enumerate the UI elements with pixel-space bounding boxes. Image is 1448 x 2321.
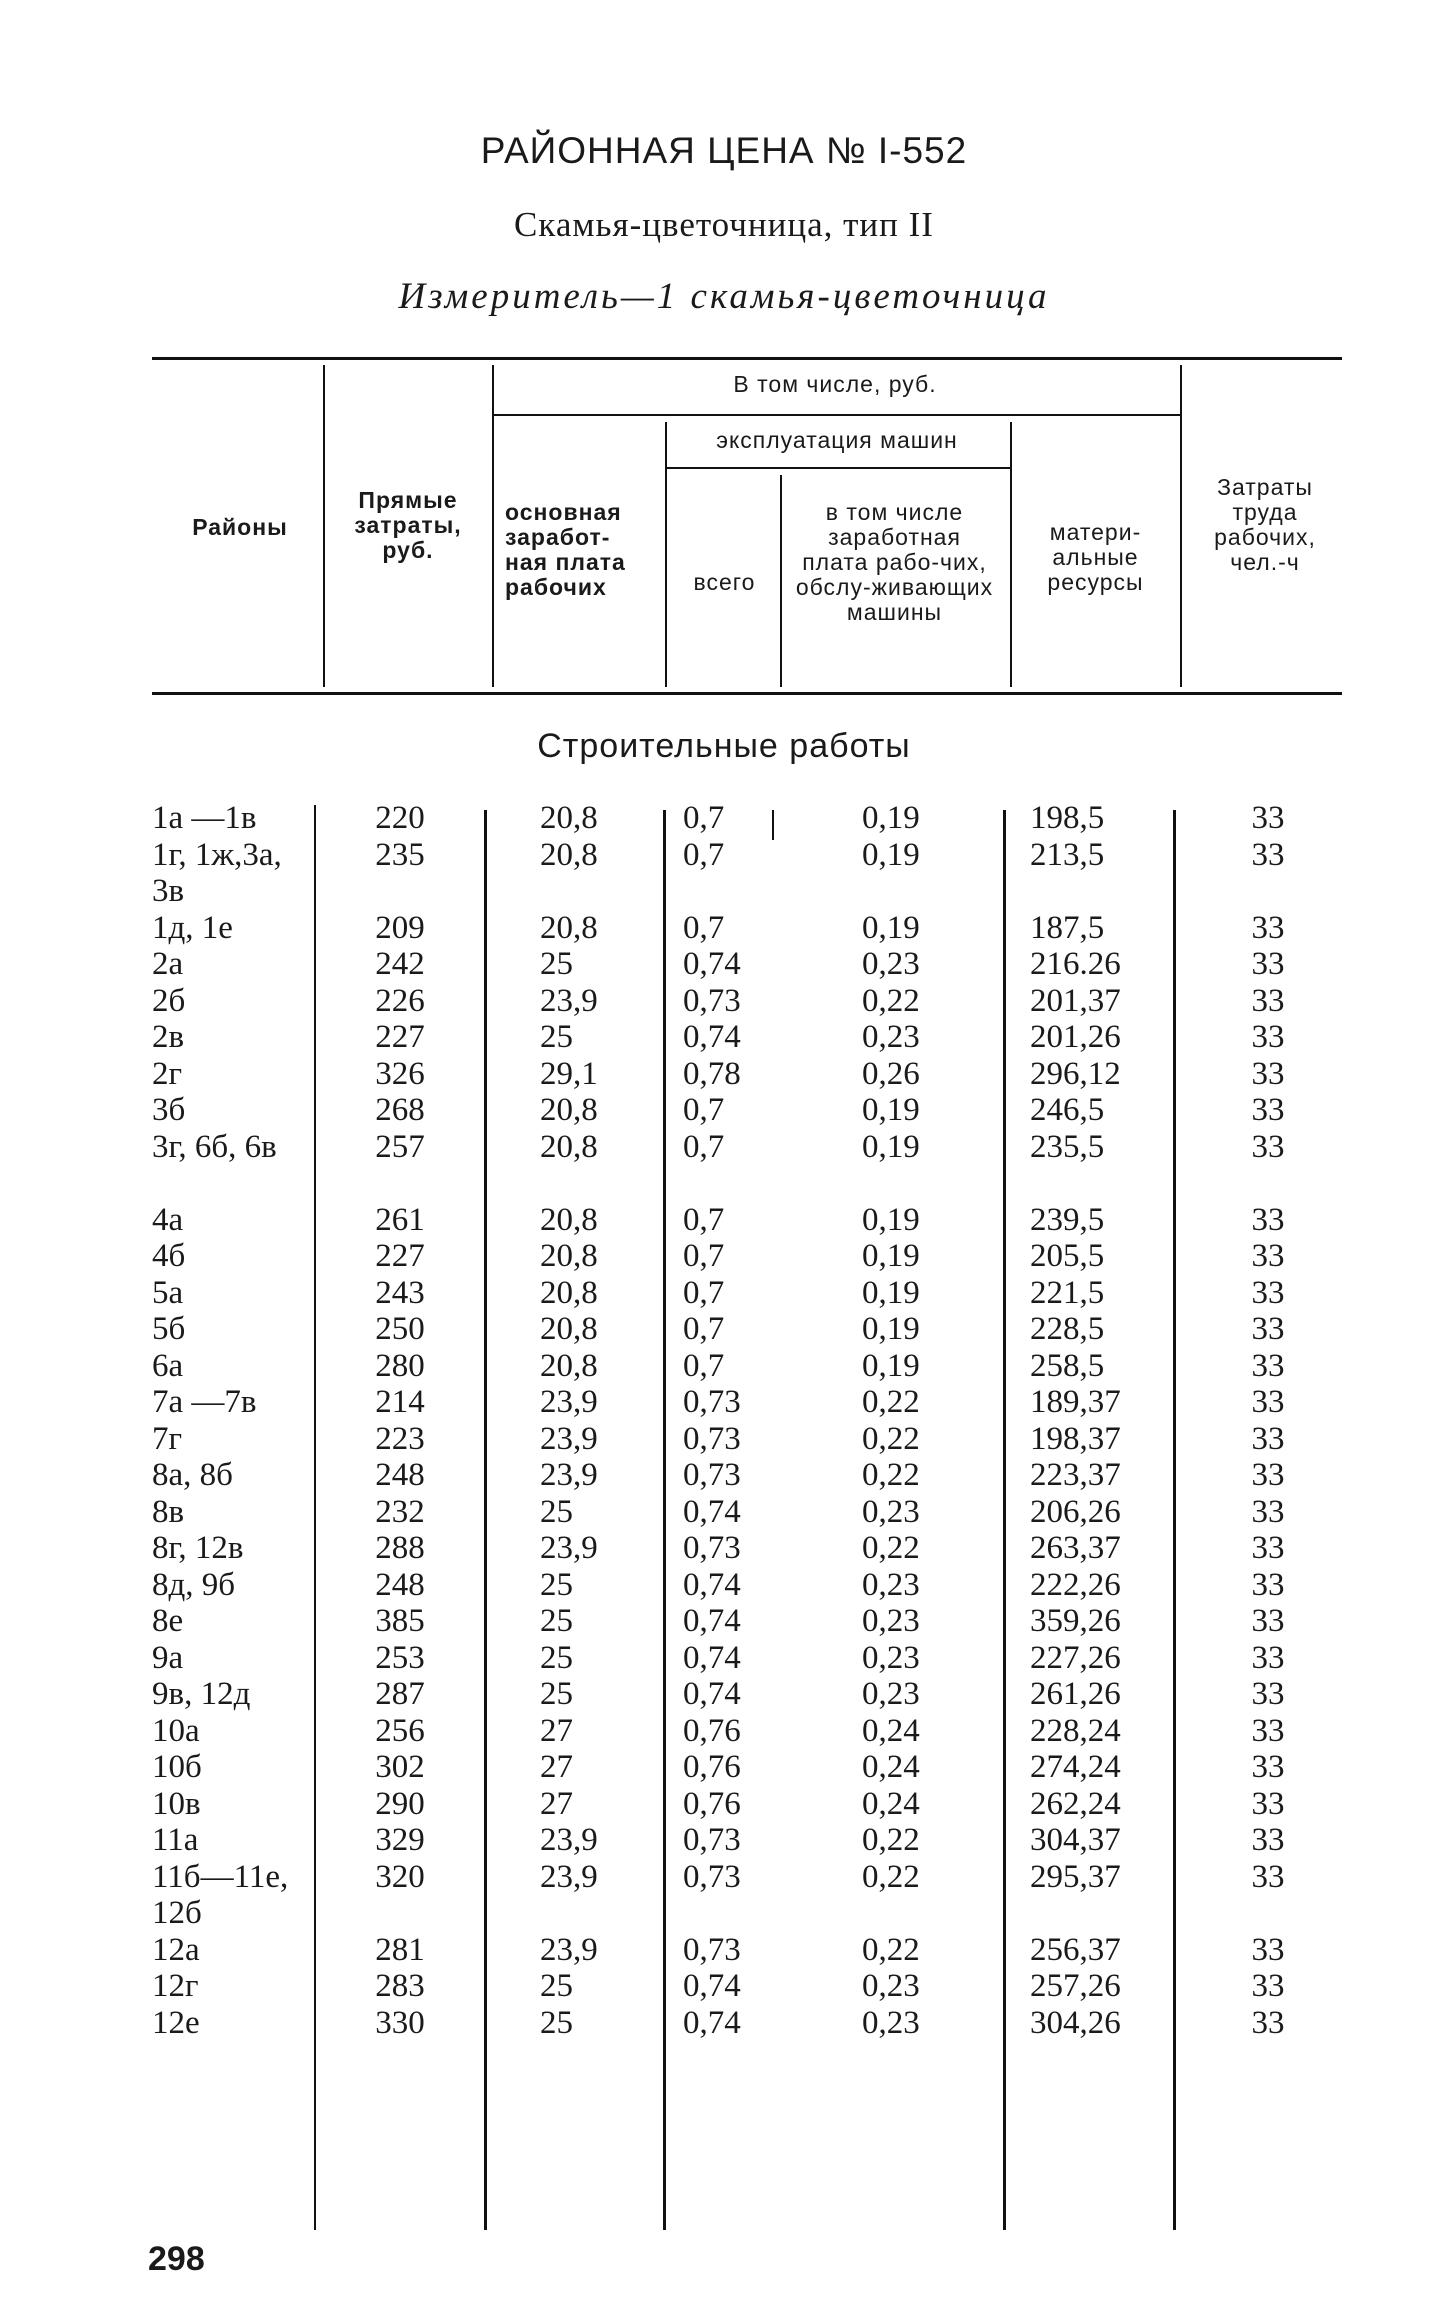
materials-cell: 205,5: [1030, 1238, 1105, 1274]
direct-cost-cell: 209: [375, 909, 425, 946]
machine-total-cell: 0,78: [683, 1055, 741, 1092]
materials-cell: 263,37: [1030, 1530, 1121, 1566]
materials-cell: 304,37: [1030, 1822, 1121, 1858]
region-cell: 10б: [152, 1749, 202, 1785]
labor-cell: 33: [1251, 1968, 1285, 2004]
materials-cell: 239,5: [1030, 1201, 1105, 1238]
direct-cost-cell: 385: [375, 1603, 425, 1639]
header-including: В том числе, руб.: [733, 371, 937, 397]
materials-cell: 258,5: [1030, 1347, 1105, 1384]
region-cell: 10в: [152, 1785, 201, 1822]
base-wage-cell: 25: [540, 1019, 573, 1055]
direct-cost-cell: 281: [375, 1931, 425, 1968]
machine-total-cell: 0,7: [683, 1311, 725, 1347]
labor-cell: 33: [1251, 800, 1285, 836]
base-wage-cell: 25: [540, 1493, 573, 1530]
machine-wage-cell: 0,22: [862, 1822, 920, 1858]
table-body: [0, 800, 1448, 2041]
region-cell: 11б—11е, 12б: [152, 1858, 289, 1931]
labor-cell: 33: [1251, 1785, 1285, 1822]
table-row: [0, 1676, 1448, 1713]
direct-cost-cell: 320: [375, 1858, 425, 1895]
machine-total-cell: 0,7: [683, 836, 725, 873]
region-cell: 4б: [152, 1238, 186, 1274]
table-row: [0, 983, 1448, 1020]
direct-cost-cell: 250: [375, 1311, 425, 1347]
machine-total-cell: 0,74: [683, 1968, 741, 2004]
region-cell: 8в: [152, 1493, 185, 1530]
machine-total-cell: 0,7: [683, 1092, 725, 1128]
table-row: [0, 1019, 1448, 1056]
materials-cell: 296,12: [1030, 1055, 1121, 1092]
labor-cell: 33: [1251, 1530, 1285, 1566]
direct-cost-cell: 302: [375, 1749, 425, 1785]
machine-total-cell: 0,74: [683, 946, 741, 982]
labor-cell: 33: [1251, 1092, 1285, 1128]
direct-cost-cell: 227: [375, 1238, 425, 1274]
base-wage-cell: 20,8: [540, 1128, 598, 1165]
labor-cell: 33: [1251, 1384, 1285, 1420]
base-wage-cell: 23,9: [540, 1822, 598, 1858]
region-cell: 3б: [152, 1092, 186, 1128]
labor-cell: 33: [1251, 982, 1285, 1019]
direct-cost-cell: 214: [375, 1384, 425, 1420]
materials-cell: 216.26: [1030, 946, 1121, 982]
col-sep-6: [1180, 365, 1182, 687]
machine-wage-cell: 0,19: [862, 836, 920, 873]
region-cell: 5а: [152, 1274, 184, 1311]
region-cell: 3г, 6б, 6в: [152, 1128, 277, 1165]
table-row: [0, 1822, 1448, 1859]
machine-total-cell: 0,7: [683, 1274, 725, 1311]
machine-total-cell: 0,74: [683, 1639, 741, 1676]
table-row: [0, 1238, 1448, 1275]
labor-cell: 33: [1251, 1201, 1285, 1238]
direct-cost-cell: 223: [375, 1420, 425, 1457]
region-cell: 12а: [152, 1931, 200, 1968]
region-cell: 2в: [152, 1019, 185, 1055]
base-wage-cell: 20,8: [540, 909, 598, 946]
direct-cost-cell: 257: [375, 1128, 425, 1165]
table-row: [0, 1275, 1448, 1312]
table-row: [0, 1092, 1448, 1129]
machine-total-cell: 0,73: [683, 1530, 741, 1566]
base-wage-cell: 20,8: [540, 836, 598, 873]
machine-total-cell: 0,7: [683, 909, 725, 946]
base-wage-cell: 25: [540, 1603, 573, 1639]
machine-total-cell: 0,73: [683, 1384, 741, 1420]
materials-cell: 295,37: [1030, 1858, 1121, 1895]
col-sep-3: [665, 422, 667, 687]
machine-wage-cell: 0,23: [862, 1639, 920, 1676]
item-subtitle: Скамья-цветочница, тип II: [514, 205, 934, 244]
direct-cost-cell: 232: [375, 1493, 425, 1530]
table-row: [0, 1932, 1448, 1969]
machines-rule: [665, 467, 1010, 469]
table-row: [0, 1713, 1448, 1750]
machine-wage-cell: 0,22: [862, 1457, 920, 1493]
base-wage-cell: 25: [540, 2004, 573, 2041]
materials-cell: 189,37: [1030, 1384, 1121, 1420]
base-wage-cell: 23,9: [540, 1858, 598, 1895]
direct-cost-cell: 287: [375, 1676, 425, 1712]
direct-cost-cell: 235: [375, 836, 425, 873]
region-cell: 2г: [152, 1055, 183, 1092]
machine-wage-cell: 0,19: [862, 1238, 920, 1274]
table-row: [0, 2005, 1448, 2042]
table-row: [0, 800, 1448, 837]
materials-cell: 213,5: [1030, 836, 1105, 873]
section-title: Строительные работы: [537, 727, 911, 765]
machine-total-cell: 0,73: [683, 1457, 741, 1493]
machine-wage-cell: 0,19: [862, 909, 920, 946]
region-cell: 8г, 12в: [152, 1530, 244, 1566]
table-row: [0, 1640, 1448, 1677]
region-cell: 12е: [152, 2004, 200, 2041]
base-wage-cell: 27: [540, 1749, 573, 1785]
machine-wage-cell: 0,24: [862, 1712, 920, 1749]
direct-cost-cell: 248: [375, 1566, 425, 1603]
table-row: [0, 910, 1448, 947]
table-top-rule: [152, 357, 1342, 360]
labor-cell: 33: [1251, 2004, 1285, 2041]
materials-cell: 256,37: [1030, 1931, 1121, 1968]
materials-cell: 235,5: [1030, 1128, 1105, 1165]
machine-total-cell: 0,76: [683, 1712, 741, 1749]
machine-wage-cell: 0,23: [862, 1968, 920, 2004]
labor-cell: 33: [1251, 836, 1285, 873]
header-bottom-rule: [152, 692, 1342, 695]
col-sep-1: [323, 365, 325, 687]
col-sep-4: [780, 475, 782, 687]
machine-wage-cell: 0,22: [862, 982, 920, 1019]
labor-cell: 33: [1251, 1055, 1285, 1092]
table-row: [0, 1348, 1448, 1385]
table-row: [0, 1494, 1448, 1531]
machine-total-cell: 0,73: [683, 1822, 741, 1858]
machine-total-cell: 0,74: [683, 1019, 741, 1055]
region-cell: 6а: [152, 1347, 184, 1384]
price-title: РАЙОННАЯ ЦЕНА № І-552: [480, 130, 968, 171]
machine-total-cell: 0,73: [683, 982, 741, 1019]
table-row: [0, 1749, 1448, 1786]
materials-cell: 221,5: [1030, 1274, 1105, 1311]
machine-wage-cell: 0,19: [862, 1311, 920, 1347]
direct-cost-cell: 248: [375, 1457, 425, 1493]
labor-cell: 33: [1251, 1858, 1285, 1895]
labor-cell: 33: [1251, 1128, 1285, 1165]
table-row: [0, 1968, 1448, 2005]
machine-wage-cell: 0,19: [862, 1201, 920, 1238]
base-wage-cell: 20,8: [540, 1092, 598, 1128]
labor-cell: 33: [1251, 1274, 1285, 1311]
header-labor: Затраты труда рабочих, чел.-ч: [1214, 474, 1316, 575]
machine-wage-cell: 0,22: [862, 1530, 920, 1566]
table-row: [0, 1530, 1448, 1567]
header-regions: Районы: [192, 514, 288, 540]
region-cell: 8а, 8б: [152, 1457, 233, 1493]
region-cell: 1д, 1е: [152, 909, 233, 946]
page-number: 298: [148, 2240, 205, 2278]
table-row: [0, 1567, 1448, 1604]
materials-cell: 359,26: [1030, 1603, 1121, 1639]
region-cell: 11а: [152, 1822, 199, 1858]
machine-wage-cell: 0,19: [862, 1128, 920, 1165]
header-materials: матери-альные ресурсы: [1047, 519, 1144, 595]
labor-cell: 33: [1251, 1347, 1285, 1384]
machine-total-cell: 0,74: [683, 1603, 741, 1639]
direct-cost-cell: 227: [375, 1019, 425, 1055]
header-base-wage: основная заработ-ная плата рабочих: [505, 499, 626, 600]
measure-unit: Измеритель—1 скамья-цветочница: [398, 276, 1050, 317]
base-wage-cell: 23,9: [540, 1384, 598, 1420]
machine-total-cell: 0,73: [683, 1858, 741, 1895]
region-cell: 7г: [152, 1420, 183, 1457]
materials-cell: 201,26: [1030, 1019, 1121, 1055]
materials-cell: 274,24: [1030, 1749, 1121, 1785]
header-machine-total: всего: [693, 569, 756, 595]
direct-cost-cell: 290: [375, 1785, 425, 1822]
materials-cell: 187,5: [1030, 909, 1105, 946]
machine-wage-cell: 0,23: [862, 1019, 920, 1055]
header-machine-wage: в том числе заработная плата рабо-чих, обслу-живающих машины: [795, 499, 994, 625]
labor-cell: 33: [1251, 1457, 1285, 1493]
materials-cell: 304,26: [1030, 2004, 1121, 2041]
machine-total-cell: 0,7: [683, 800, 725, 836]
base-wage-cell: 23,9: [540, 1931, 598, 1968]
header-direct-costs: Прямые затраты, руб.: [354, 487, 462, 563]
base-wage-cell: 23,9: [540, 1420, 598, 1457]
region-cell: 8е: [152, 1603, 184, 1639]
direct-cost-cell: 280: [375, 1347, 425, 1384]
labor-cell: 33: [1251, 1822, 1285, 1858]
labor-cell: 33: [1251, 1749, 1285, 1785]
table-row: [0, 1202, 1448, 1239]
machine-wage-cell: 0,19: [862, 800, 920, 836]
machine-total-cell: 0,7: [683, 1238, 725, 1274]
labor-cell: 33: [1251, 1931, 1285, 1968]
machine-wage-cell: 0,23: [862, 1603, 920, 1639]
machine-total-cell: 0,74: [683, 1566, 741, 1603]
direct-cost-cell: 220: [375, 800, 425, 836]
materials-cell: 223,37: [1030, 1457, 1121, 1493]
machine-wage-cell: 0,22: [862, 1384, 920, 1420]
region-cell: 5б: [152, 1311, 186, 1347]
machine-total-cell: 0,7: [683, 1201, 725, 1238]
machine-wage-cell: 0,24: [862, 1749, 920, 1785]
region-cell: 4а: [152, 1201, 184, 1238]
base-wage-cell: 29,1: [540, 1055, 598, 1092]
materials-cell: 201,37: [1030, 982, 1121, 1019]
region-cell: 9а: [152, 1639, 184, 1676]
direct-cost-cell: 261: [375, 1201, 425, 1238]
materials-cell: 228,24: [1030, 1712, 1121, 1749]
materials-cell: 261,26: [1030, 1676, 1121, 1712]
direct-cost-cell: 253: [375, 1639, 425, 1676]
direct-cost-cell: 326: [375, 1055, 425, 1092]
base-wage-cell: 23,9: [540, 1530, 598, 1566]
table-row: [0, 1056, 1448, 1093]
base-wage-cell: 27: [540, 1712, 573, 1749]
direct-cost-cell: 329: [375, 1822, 425, 1858]
labor-cell: 33: [1251, 909, 1285, 946]
table-row: [0, 1129, 1448, 1202]
machine-total-cell: 0,74: [683, 1676, 741, 1712]
machine-wage-cell: 0,19: [862, 1092, 920, 1128]
region-cell: 1г, 1ж,3а, 3в: [152, 836, 282, 909]
machine-wage-cell: 0,22: [862, 1420, 920, 1457]
labor-cell: 33: [1251, 1603, 1285, 1639]
direct-cost-cell: 226: [375, 982, 425, 1019]
machine-wage-cell: 0,23: [862, 1676, 920, 1712]
direct-cost-cell: 330: [375, 2004, 425, 2041]
direct-cost-cell: 242: [375, 946, 425, 982]
region-cell: 1а —1в: [152, 800, 257, 836]
region-cell: 10а: [152, 1712, 200, 1749]
col-sep-5: [1010, 422, 1012, 687]
base-wage-cell: 25: [540, 1639, 573, 1676]
base-wage-cell: 27: [540, 1785, 573, 1822]
materials-cell: 198,5: [1030, 800, 1105, 836]
col-sep-2: [492, 365, 494, 687]
labor-cell: 33: [1251, 1019, 1285, 1055]
table-row: [0, 837, 1448, 910]
base-wage-cell: 20,8: [540, 1201, 598, 1238]
table-row: [0, 946, 1448, 983]
machine-wage-cell: 0,23: [862, 2004, 920, 2041]
machine-wage-cell: 0,22: [862, 1858, 920, 1895]
table-row: [0, 1421, 1448, 1458]
machine-total-cell: 0,7: [683, 1347, 725, 1384]
materials-cell: 227,26: [1030, 1639, 1121, 1676]
base-wage-cell: 20,8: [540, 1311, 598, 1347]
labor-cell: 33: [1251, 1238, 1285, 1274]
materials-cell: 262,24: [1030, 1785, 1121, 1822]
machine-total-cell: 0,74: [683, 2004, 741, 2041]
header-machine-operation: эксплуатация машин: [716, 427, 958, 453]
machine-wage-cell: 0,19: [862, 1347, 920, 1384]
direct-cost-cell: 243: [375, 1274, 425, 1311]
base-wage-cell: 23,9: [540, 1457, 598, 1493]
base-wage-cell: 25: [540, 1968, 573, 2004]
materials-cell: 206,26: [1030, 1493, 1121, 1530]
region-cell: 7а —7в: [152, 1384, 257, 1420]
base-wage-cell: 20,8: [540, 1347, 598, 1384]
base-wage-cell: 20,8: [540, 1238, 598, 1274]
base-wage-cell: 20,8: [540, 800, 598, 836]
table-row: [0, 1457, 1448, 1494]
machine-total-cell: 0,76: [683, 1749, 741, 1785]
region-cell: 8д, 9б: [152, 1566, 236, 1603]
machine-wage-cell: 0,19: [862, 1274, 920, 1311]
machine-wage-cell: 0,23: [862, 1566, 920, 1603]
labor-cell: 33: [1251, 1566, 1285, 1603]
machine-total-cell: 0,76: [683, 1785, 741, 1822]
machine-total-cell: 0,73: [683, 1420, 741, 1457]
machine-wage-cell: 0,26: [862, 1055, 920, 1092]
table-row: [0, 1311, 1448, 1348]
materials-cell: 246,5: [1030, 1092, 1105, 1128]
table-row: [0, 1786, 1448, 1823]
region-cell: 2б: [152, 982, 186, 1019]
direct-cost-cell: 268: [375, 1092, 425, 1128]
machine-total-cell: 0,73: [683, 1931, 741, 1968]
base-wage-cell: 25: [540, 946, 573, 982]
machine-total-cell: 0,7: [683, 1128, 725, 1165]
region-cell: 2а: [152, 946, 184, 982]
labor-cell: 33: [1251, 1712, 1285, 1749]
direct-cost-cell: 288: [375, 1530, 425, 1566]
table-row: [0, 1859, 1448, 1932]
labor-cell: 33: [1251, 946, 1285, 982]
labor-cell: 33: [1251, 1420, 1285, 1457]
base-wage-cell: 23,9: [540, 982, 598, 1019]
region-cell: 9в, 12д: [152, 1676, 251, 1712]
base-wage-cell: 20,8: [540, 1274, 598, 1311]
including-rule: [492, 414, 1180, 416]
machine-wage-cell: 0,24: [862, 1785, 920, 1822]
labor-cell: 33: [1251, 1639, 1285, 1676]
labor-cell: 33: [1251, 1493, 1285, 1530]
materials-cell: 228,5: [1030, 1311, 1105, 1347]
machine-total-cell: 0,74: [683, 1493, 741, 1530]
machine-wage-cell: 0,23: [862, 1493, 920, 1530]
labor-cell: 33: [1251, 1676, 1285, 1712]
table-row: [0, 1384, 1448, 1421]
materials-cell: 257,26: [1030, 1968, 1121, 2004]
base-wage-cell: 25: [540, 1676, 573, 1712]
table-row: [0, 1603, 1448, 1640]
base-wage-cell: 25: [540, 1566, 573, 1603]
materials-cell: 198,37: [1030, 1420, 1121, 1457]
region-cell: 12г: [152, 1968, 199, 2004]
materials-cell: 222,26: [1030, 1566, 1121, 1603]
labor-cell: 33: [1251, 1311, 1285, 1347]
machine-wage-cell: 0,22: [862, 1931, 920, 1968]
direct-cost-cell: 283: [375, 1968, 425, 2004]
direct-cost-cell: 256: [375, 1712, 425, 1749]
machine-wage-cell: 0,23: [862, 946, 920, 982]
